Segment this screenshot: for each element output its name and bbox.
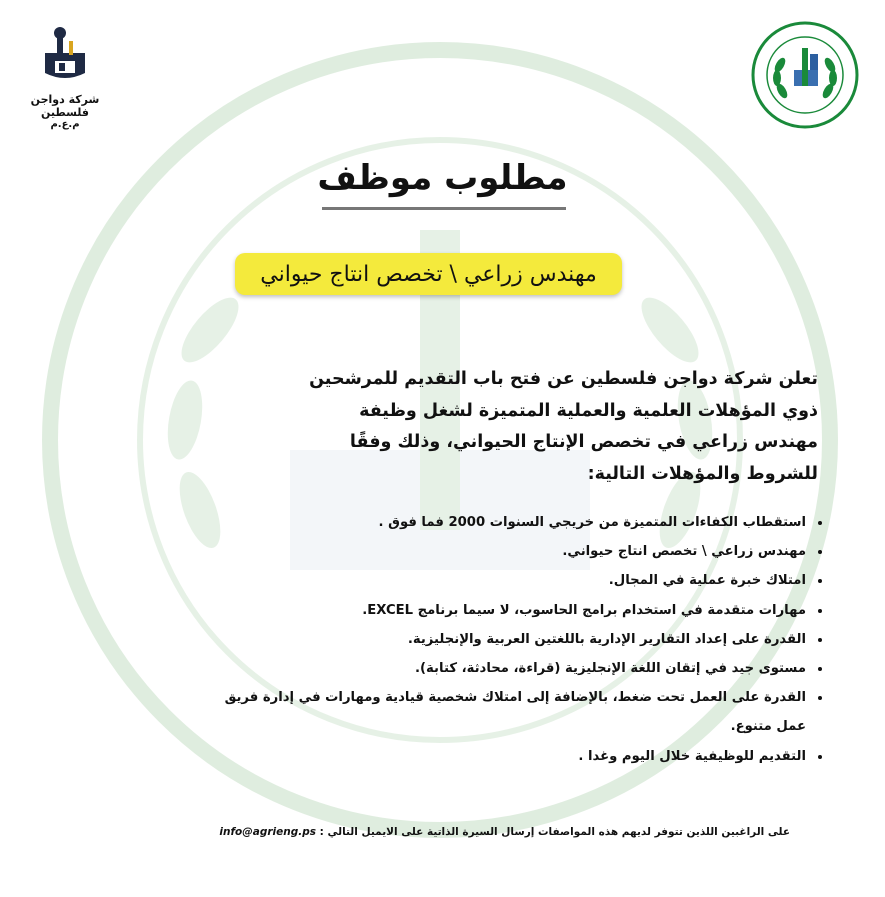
title-underline (322, 207, 566, 210)
list-item: • امتلاك خبرة عملية في المجال. (220, 566, 808, 595)
union-seal-icon (750, 20, 860, 130)
list-item: • التقديم للوظيفية خلال اليوم وغدا . (220, 742, 808, 771)
job-title-banner (235, 253, 622, 295)
poultry-logo-icon (35, 25, 95, 87)
footer-note (110, 826, 790, 838)
list-item: • مهارات متقدمة في استخدام برامج الحاسوب، لا سيما برنامج EXCEL. (220, 596, 808, 625)
list-item: • القدرة على العمل تحت ضغط، بالإضافة إلى امتلاك شخصية قيادية ومهارات في إدارة فريق عمل متنوع. (220, 683, 808, 741)
list-item: • مستوى جيد في إتقان اللغة الإنجليزية (قراءة، محادثة، كتابة). (220, 654, 808, 683)
list-item: • مهندس زراعي \ تخصص انتاج حيواني. (220, 537, 808, 566)
list-item: • استقطاب الكفاءات المتميزة من خريجي السنوات 2000 فما فوق . (220, 508, 808, 537)
intro-paragraph: تعلن شركة دواجن فلسطين عن فتح باب التقديم للمرشحين ذوي المؤهلات العلمية والعملية المتميزة لشغل وظيفة مهندس زراعي في تخصص الإنتاج الحيواني، وذلك وفقًا للشروط والمؤهلات التالية: (309, 369, 818, 484)
company-suffix: م.ع.م (50, 119, 80, 130)
list-item: • القدرة على إعداد التقارير الإدارية باللغتين العربية والإنجليزية. (220, 625, 808, 654)
job-title: مهندس زراعي \ تخصص انتاج حيواني (260, 261, 597, 287)
company-name: شركة دواجن فلسطين (30, 93, 100, 119)
page-title: مطلوب موظف (317, 158, 568, 198)
contact-email[interactable]: info@agrieng.ps (219, 826, 316, 838)
company-logo (10, 25, 120, 130)
footer-text: على الراغبين اللذين تتوفر لديهم هذه المواصفات إرسال السيرة الذاتية على الايميل التالي : (319, 826, 790, 838)
requirements-list (220, 508, 832, 771)
